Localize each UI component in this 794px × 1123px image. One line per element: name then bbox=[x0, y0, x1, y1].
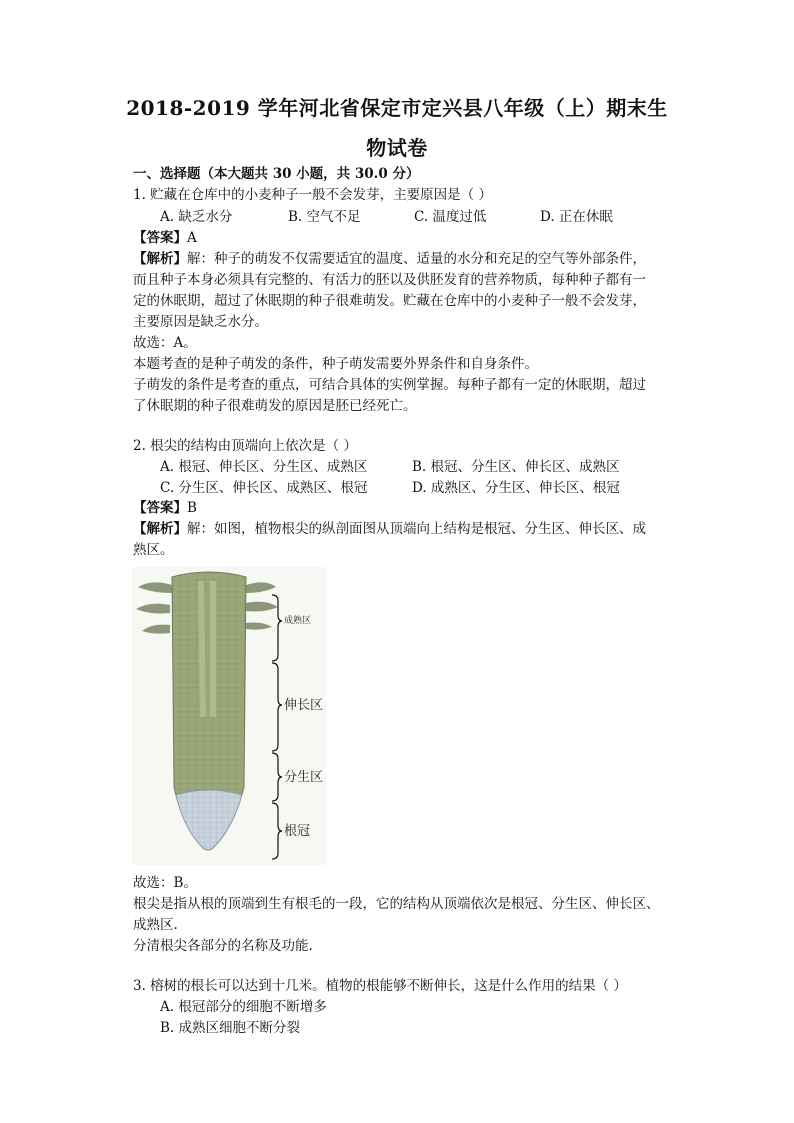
analysis-tag: 【解析】 bbox=[133, 521, 187, 537]
section-heading: 一、选择题（本大题共 30 小题，共 30.0 分） bbox=[133, 166, 420, 182]
question-1-analysis-line-1 bbox=[133, 249, 646, 269]
question-2-conclusion: 故选：B。 bbox=[133, 875, 197, 891]
vascular-strand-2 bbox=[210, 581, 216, 717]
answer-value: A bbox=[187, 230, 197, 246]
label-elongation-zone: 伸长区 bbox=[284, 698, 324, 713]
question-1-option-c: C. 温度过低 bbox=[414, 209, 487, 225]
question-1-note-2: 子萌发的条件是考查的重点，可结合具体的实例掌握。每种子都有一定的休眠期，超过 bbox=[133, 377, 646, 393]
analysis-text: 解：如图，植物根尖的纵剖面图从顶端向上结构是根冠、分生区、伸长区、成 bbox=[187, 521, 646, 537]
question-1-stem: 1. 贮藏在仓库中的小麦种子一般不会发芽，主要原因是（ ） bbox=[133, 187, 492, 203]
exam-title-line-2: 物试卷 bbox=[366, 136, 428, 160]
question-1-analysis-line-3: 定的休眠期，超过了休眠期的种子很难萌发。贮藏在仓库中的小麦种子一般不会发芽， bbox=[133, 293, 646, 309]
question-3-stem: 3. 榕树的根长可以达到十几米。植物的根能够不断伸长，这是什么作用的结果（ ） bbox=[133, 978, 627, 994]
label-root-cap: 根冠 bbox=[284, 824, 311, 839]
question-1-answer bbox=[133, 228, 197, 248]
answer-tag: 【答案】 bbox=[133, 230, 187, 246]
question-2-note-1: 根尖是指从根的顶端到生有根毛的一段，它的结构从顶端依次是根冠、分生区、伸长区、 bbox=[133, 896, 660, 912]
question-1-option-d: D. 正在休眠 bbox=[540, 209, 613, 225]
question-1-option-b: B. 空气不足 bbox=[288, 209, 361, 225]
analysis-text: 解：种子的萌发不仅需要适宜的温度、适量的水分和充足的空气等外部条件， bbox=[187, 251, 646, 267]
question-1-analysis-line-2: 而且种子本身必须具有完整的、有活力的胚以及供胚发育的营养物质，每种种子都有一 bbox=[133, 272, 646, 288]
question-3-option-a: A. 根冠部分的细胞不断增多 bbox=[160, 999, 327, 1015]
question-2-option-c: C. 分生区、伸长区、成熟区、根冠 bbox=[160, 480, 368, 496]
answer-value: B bbox=[187, 500, 197, 516]
question-2-stem: 2. 根尖的结构由顶端向上依次是（ ） bbox=[133, 438, 357, 454]
question-1-analysis-line-4: 主要原因是缺乏水分。 bbox=[133, 314, 268, 330]
question-2-note-2: 成熟区. bbox=[133, 917, 178, 933]
question-2-answer bbox=[133, 498, 197, 518]
question-3-option-b: B. 成熟区细胞不断分裂 bbox=[160, 1020, 301, 1036]
label-meristem-zone: 分生区 bbox=[284, 770, 324, 785]
question-2-option-a: A. 根冠、伸长区、分生区、成熟区 bbox=[160, 459, 368, 475]
question-1-option-a: A. 缺乏水分 bbox=[160, 209, 233, 225]
question-1-note-1: 本题考查的是种子萌发的条件，种子萌发需要外界条件和自身条件。 bbox=[133, 356, 538, 372]
answer-tag: 【答案】 bbox=[133, 500, 187, 516]
question-2-analysis-line-1 bbox=[133, 519, 646, 539]
exam-title-line-1: 2018-2019 学年河北省保定市定兴县八年级（上）期末生 bbox=[126, 96, 668, 120]
analysis-tag: 【解析】 bbox=[133, 251, 187, 267]
question-2-option-d: D. 成熟区、分生区、伸长区、根冠 bbox=[412, 480, 620, 496]
question-2-option-b: B. 根冠、分生区、伸长区、成熟区 bbox=[412, 459, 620, 475]
question-1-conclusion: 故选：A。 bbox=[133, 335, 197, 351]
root-tip-svg bbox=[132, 567, 326, 865]
question-1-note-3: 了休眠期的种子很难萌发的原因是胚已经死亡。 bbox=[133, 398, 417, 414]
label-maturation-zone: 成熟区 bbox=[284, 616, 312, 626]
question-2-note-3: 分清根尖各部分的名称及功能. bbox=[133, 938, 313, 954]
root-tip-diagram bbox=[132, 567, 326, 865]
question-2-analysis-line-2: 熟区。 bbox=[133, 542, 174, 558]
